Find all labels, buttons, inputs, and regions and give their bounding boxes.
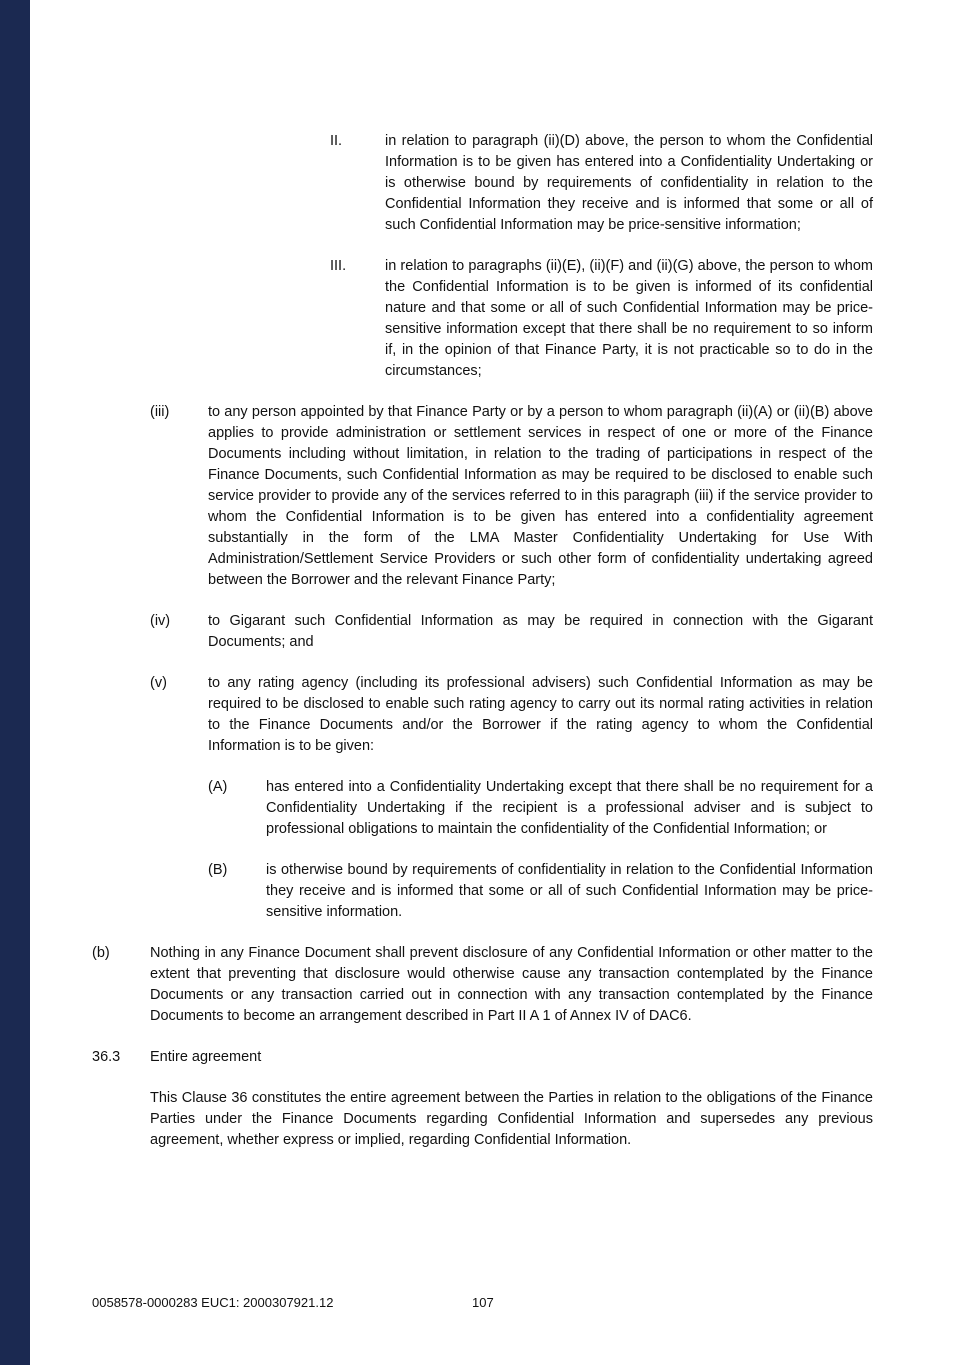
- clause-text: to any person appointed by that Finance Party or by a person to whom paragraph (ii)(A) or (ii)(B) above applies to provide administration or settlement services in respect of one or more of the Finance Documents including without limitation, in relation to the trading of participations in respect of the Finance Documents, such Confidential Information as may be required to be disclosed to enable such service provider to provide any of the services referred to in this paragraph (iii) if the service provider to whom the Confidential Information is to be given has entered into a confidentiality agreement substantially in the form of the LMA Master Confidentiality Undertaking for Use With Administration/Settlement Service Providers or such other form of confidentiality undertaking agreed between the Borrower and the relevant Finance Party;: [208, 404, 873, 588]
- clause-text: has entered into a Confidentiality Undertaking except that there shall be no requirement for a Confidentiality Undertaking if the recipient is a professional adviser and is subject to professional obligations to maintain the confidentiality of the Confidential Information; or: [266, 779, 873, 837]
- clause-text: is otherwise bound by requirements of confidentiality in relation to the Confidential Information they receive and is informed that some or all of such Confidential Information may be price-sensitive information.: [266, 862, 873, 920]
- clause-label: (b): [92, 945, 110, 961]
- clause-text: Nothing in any Finance Document shall prevent disclosure of any Confidential Information or other matter to the extent that preventing that disclosure would otherwise cause any transaction contemplated by the Finance Documents or any transaction carried out in connection with any transaction contemplated by the Finance Documents to become an arrangement described in Part II A 1 of Annex IV of DAC6.: [150, 945, 873, 1024]
- clause-label: III.: [330, 258, 347, 274]
- clause-label: (iv): [150, 613, 171, 629]
- clause-item-b: [92, 943, 873, 1027]
- clause-item-iii: [92, 402, 873, 591]
- clause-item-B: [92, 860, 873, 923]
- clause-text: in relation to paragraphs (ii)(E), (ii)(F) and (ii)(G) above, the person to whom the Confidential Information is to be given is informed of its confidential nature and that some or all of such Confidential Information may be price-sensitive information except that there shall be no requirement to so inform if, in the opinion of that Finance Party, it is not practicable so to do in the circumstances;: [385, 258, 873, 379]
- clause-label: II.: [330, 133, 343, 149]
- clause-text: in relation to paragraph (ii)(D) above, the person to whom the Confidential Information is to be given has entered into a Confidentiality Undertaking or is otherwise bound by requirements of confidentiality in relation to the Confidential Information they receive and is informed that some or all of such Confidential Information may be price-sensitive information;: [385, 133, 873, 233]
- clause-text: to any rating agency (including its professional advisers) such Confidential Information as may be required to be disclosed to enable such rating agency to carry out its normal rating activities in relation to the Finance Documents and/or the Borrower if the rating agency to whom the Confidential Information is to be given:: [208, 675, 873, 754]
- section-number: 36.3: [92, 1049, 121, 1065]
- document-reference: 0058578-0000283 EUC1: 2000307921.12: [92, 1295, 334, 1310]
- section-title: Entire agreement: [150, 1049, 262, 1065]
- clause-label: (iii): [150, 404, 170, 420]
- clause-label: (v): [150, 675, 167, 691]
- clause-label: (A): [208, 779, 228, 795]
- clause-text: to Gigarant such Confidential Information as may be required in connection with the Gigarant Documents; and: [208, 613, 873, 650]
- clause-item-II: [92, 131, 873, 236]
- clause-item-III: [92, 256, 873, 382]
- clause-item-A: [92, 777, 873, 840]
- section-paragraph: This Clause 36 constitutes the entire agreement between the Parties in relation to the obligations of the Finance Parties under the Finance Documents regarding Confidential Information and supersedes any previous agreement, whether express or implied, regarding Confidential Information.: [150, 1090, 873, 1148]
- clause-item-v: [92, 673, 873, 757]
- clause-label: (B): [208, 862, 228, 878]
- section-heading-36-3: [92, 1047, 873, 1068]
- page-number: 107: [472, 1295, 494, 1310]
- clause-item-iv: [92, 611, 873, 653]
